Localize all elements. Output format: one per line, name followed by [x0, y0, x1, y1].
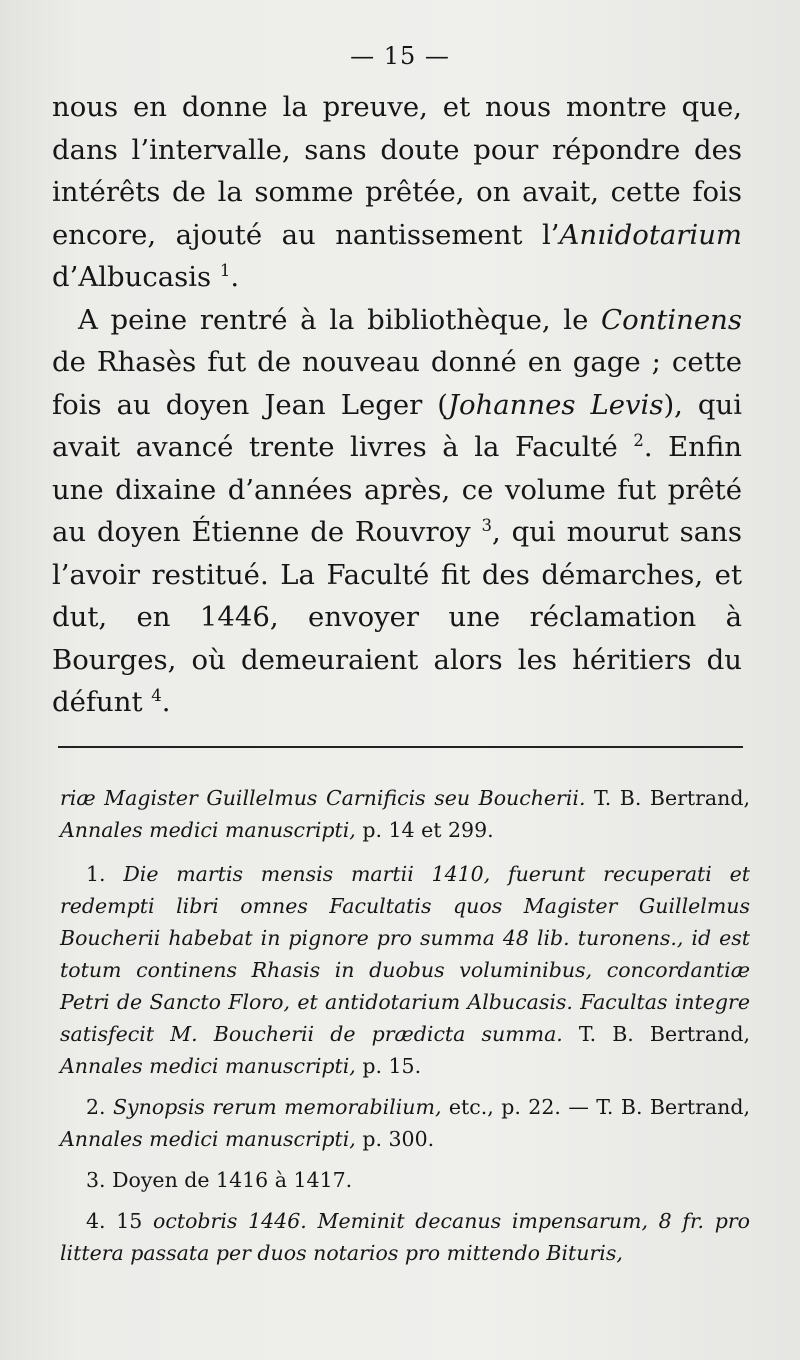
- footnotes: [60, 782, 750, 1278]
- paragraph-2: [52, 299, 742, 724]
- text-run: Die martis mensis martii 1410, fuerunt recuperati et redempti libri omnes Facultatis quos Magister Guillelmus Boucherii habebat in pignore pro summa 48 lib. turonens., id est totum continens Rhasis in duobus voluminibus, concordantiæ Petri de Sancto Floro, et antidotarium Albucasis. Facultas integre satisfecit M. Boucherii de prædicta summa.: [60, 862, 750, 1046]
- footnote-4: [60, 1205, 750, 1269]
- text-run: .: [161, 686, 171, 718]
- footnote-3: [60, 1164, 750, 1196]
- footnote-ref-3: 3: [481, 515, 493, 535]
- text-run: T. B. Bertrand,: [585, 786, 751, 810]
- text-run: .: [230, 261, 240, 293]
- paragraph-1: [52, 86, 742, 299]
- main-text: [52, 86, 742, 724]
- text-run: etc., p. 22. — T. B. Bertrand,: [441, 1095, 750, 1119]
- text-run: 2.: [86, 1095, 113, 1119]
- italic-title: Continens: [601, 303, 742, 336]
- text-run: Annales medici manuscripti,: [60, 818, 356, 842]
- text-run: p. 15.: [355, 1054, 422, 1078]
- text-run: p. 300.: [355, 1127, 435, 1151]
- text-run: , qui mourut sans l’avoir restitué. La Faculté fit des démarches, et dut, en 1446, envoyer une réclamation à Bourges, où demeuraient alors les héritiers du défunt: [52, 516, 742, 718]
- text-run: nous en donne la preuve, et nous montre que, dans l’intervalle, sans doute pour répondre des intérêts de la somme prêtée, on avait, cette fois encore, ajouté au nantissement l’: [52, 91, 742, 251]
- text-run: octobris 1446. Meminit decanus impensarum, 8 fr. pro littera passata per duos notarios pro mittendo Bituris,: [60, 1209, 750, 1265]
- text-run: Annales medici manuscripti,: [60, 1127, 356, 1151]
- text-run: 1.: [86, 862, 124, 886]
- text-run: Synopsis rerum memorabilium,: [113, 1095, 442, 1119]
- text-run: 4. 15: [86, 1209, 154, 1233]
- page-number: — 15 —: [350, 42, 450, 70]
- text-run: 3. Doyen de 1416 à 1417.: [86, 1168, 353, 1192]
- footnote-ref-1: 1: [219, 260, 231, 280]
- italic-name: Johannes Levis: [447, 388, 664, 421]
- text-run: d’Albucasis: [52, 261, 220, 293]
- footnote-continuation: [60, 782, 750, 846]
- italic-title: Anıidotarium: [559, 218, 742, 251]
- text-run: T. B. Bertrand,: [562, 1022, 750, 1046]
- text-run: p. 14 et 299.: [355, 818, 494, 842]
- footnote-ref-2: 2: [633, 430, 644, 450]
- footnote-1: [60, 858, 750, 1082]
- footnote-ref-4: 4: [151, 685, 162, 705]
- text-run: Annales medici manuscripti,: [60, 1054, 356, 1078]
- text-run: riæ Magister Guillelmus Carnificis seu Boucherii.: [60, 786, 586, 810]
- footnote-divider: [58, 746, 743, 748]
- text-run: . Enfin une dixaine d’années après, ce volume fut prêté au doyen Étienne de Rouvroy: [52, 431, 742, 548]
- text-run: de Rhasès fut de nouveau donné en gage ; cette fois au doyen Jean Leger (: [52, 346, 742, 421]
- footnote-2: [60, 1091, 750, 1155]
- text-run: A peine rentré à la bibliothèque, le: [78, 303, 602, 336]
- text-run: ), qui avait avancé trente livres à la Faculté: [52, 388, 742, 463]
